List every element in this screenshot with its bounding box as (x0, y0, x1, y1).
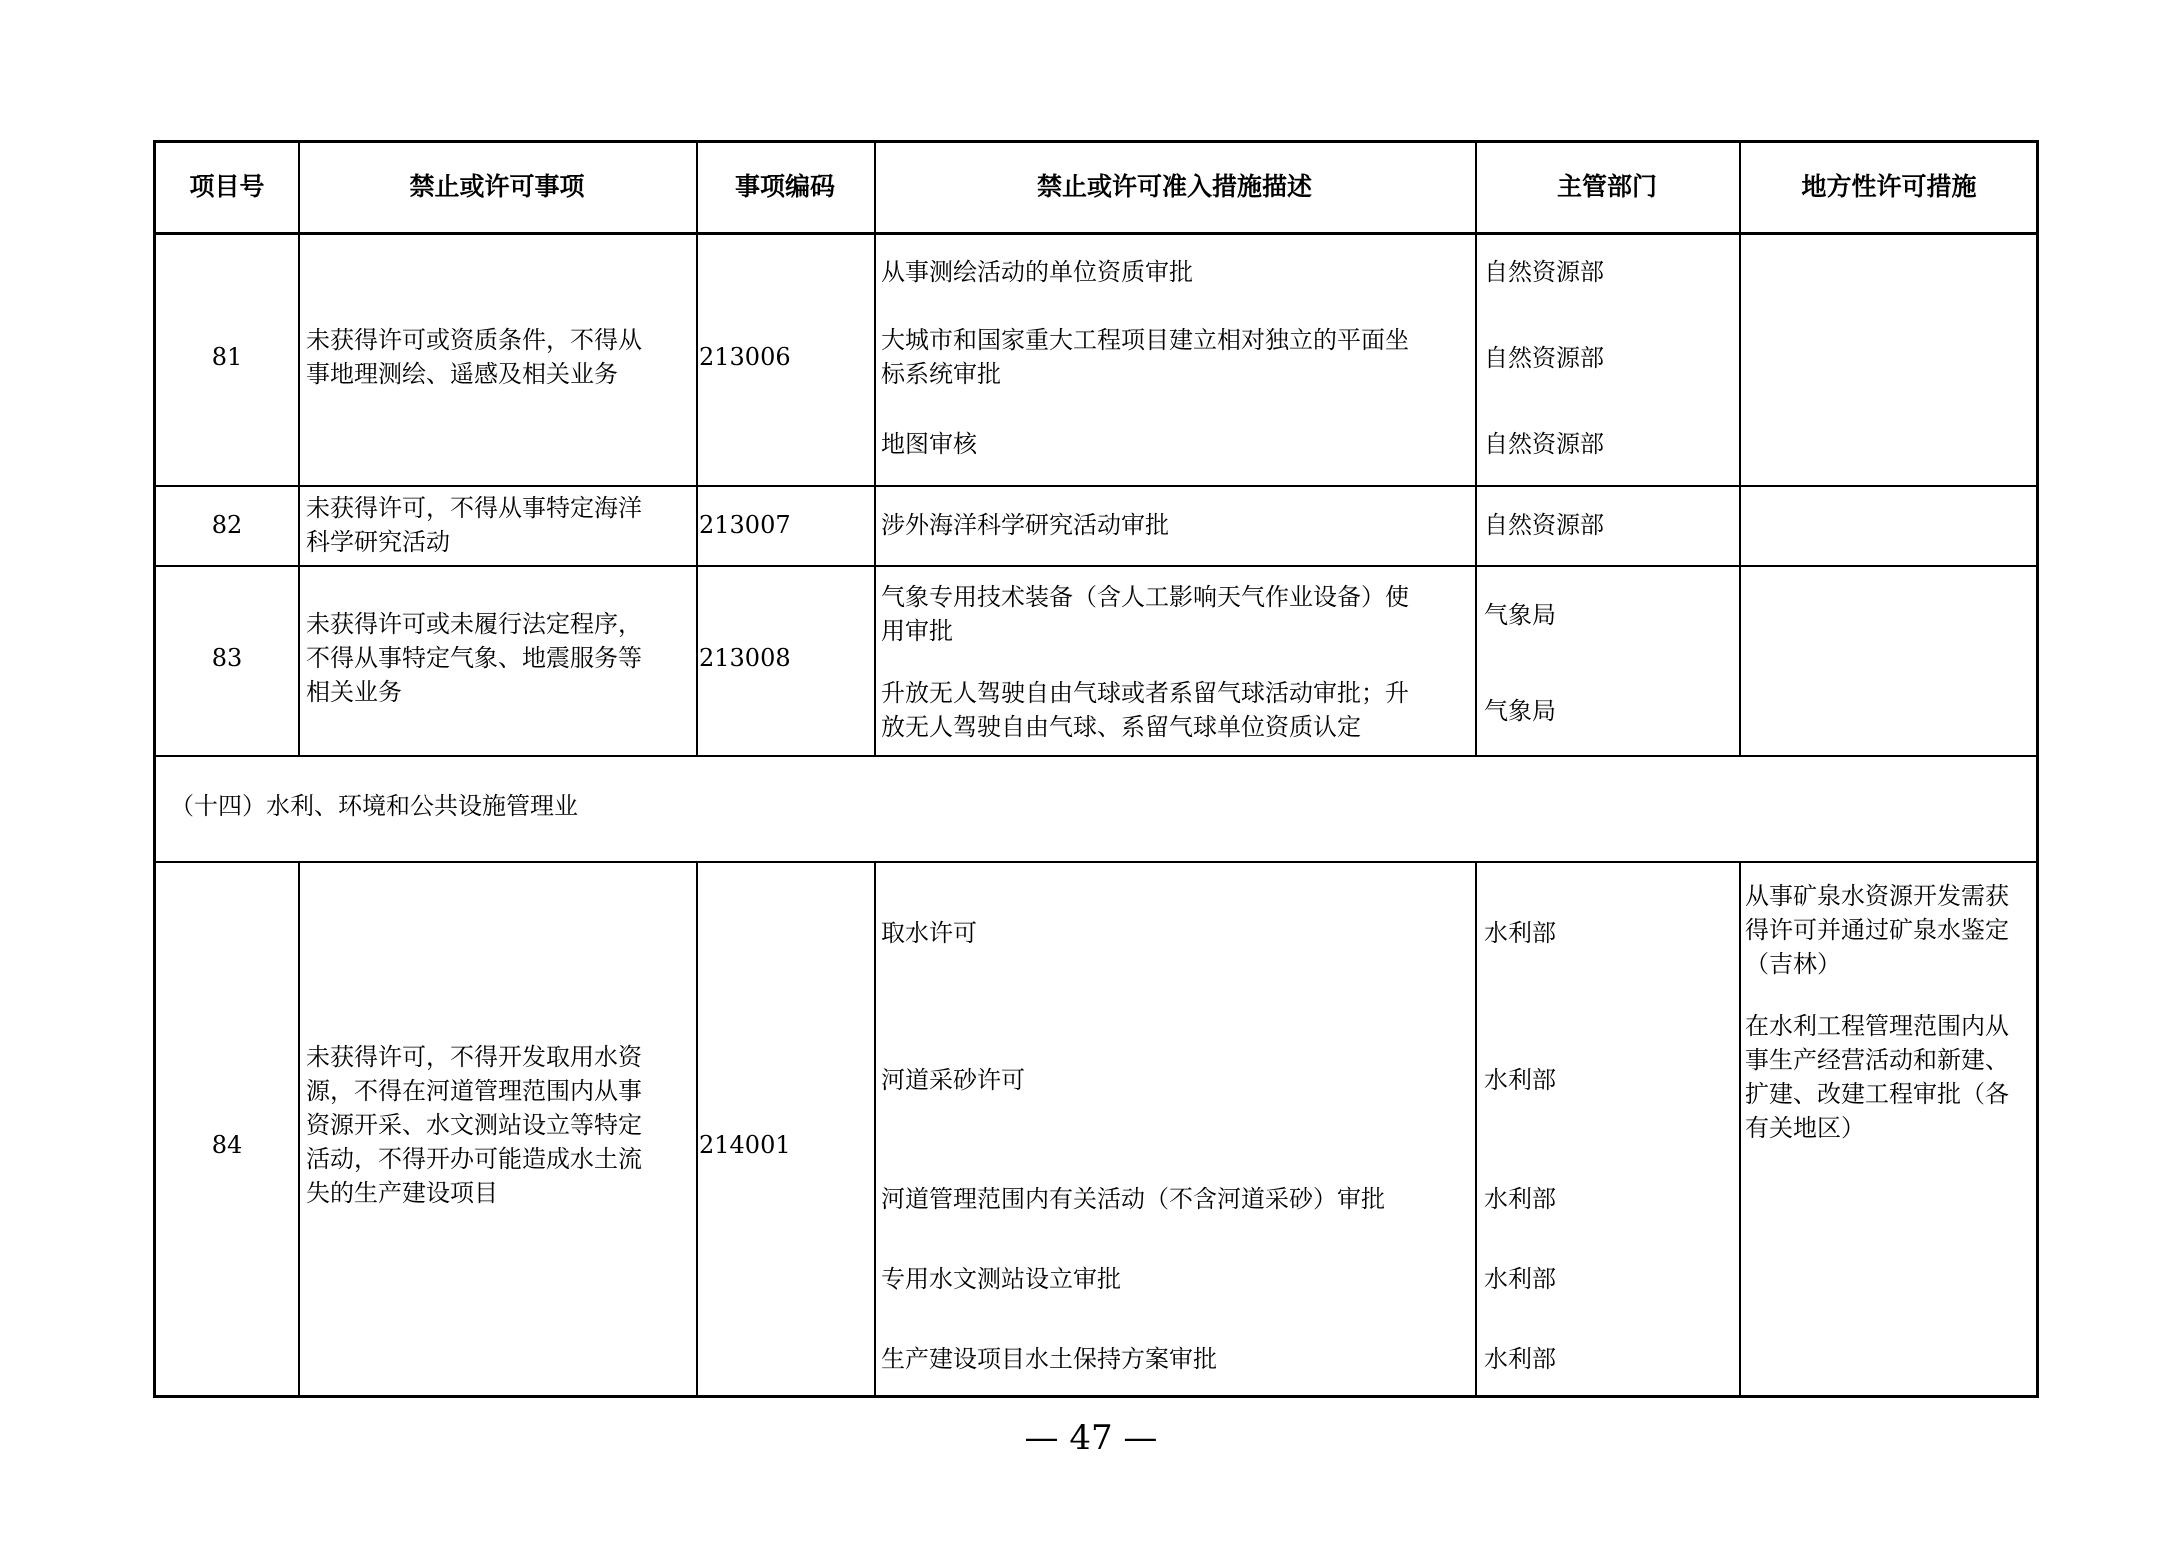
local-measure-line: 有关地区） (1745, 1114, 1865, 1142)
department-cell: 自然资源部 (1484, 258, 1604, 286)
department-cell: 水利部 (1484, 1066, 1556, 1094)
description-line: 放无人驾驶自由气球、系留气球单位资质认定 (881, 713, 1361, 741)
description-cell: 专用水文测站设立审批 (881, 1265, 1121, 1293)
column-divider (1475, 143, 1477, 755)
header-item-no: 项目号 (189, 172, 265, 201)
matter-line: 科学研究活动 (306, 528, 450, 556)
local-measure-line: 得许可并通过矿泉水鉴定 (1745, 916, 2009, 944)
description-cell: 涉外海洋科学研究活动审批 (881, 511, 1169, 539)
column-divider (1739, 861, 1741, 1395)
description-cell (881, 676, 1409, 744)
code-cell: 213006 (699, 343, 791, 371)
section-heading: （十四）水利、环境和公共设施管理业 (170, 792, 578, 820)
description-cell: 从事测绘活动的单位资质审批 (881, 258, 1193, 286)
column-divider (696, 143, 698, 755)
matter-cell (306, 323, 642, 391)
code-cell: 213007 (699, 511, 791, 539)
matter-line: 未获得许可或未履行法定程序， (306, 610, 642, 638)
local-measure-line: 扩建、改建工程审批（各 (1745, 1080, 2009, 1108)
description-cell: 取水许可 (881, 919, 977, 947)
matter-line: 未获得许可或资质条件，不得从 (306, 326, 642, 354)
column-divider (874, 861, 876, 1395)
matter-line: 未获得许可，不得从事特定海洋 (306, 494, 642, 522)
column-divider (874, 143, 876, 755)
matter-line: 事地理测绘、遥感及相关业务 (306, 360, 618, 388)
description-line: 用审批 (881, 617, 953, 645)
header-divider (156, 232, 2036, 235)
department-cell: 水利部 (1484, 1185, 1556, 1213)
column-divider (1475, 861, 1477, 1395)
description-cell: 河道采砂许可 (881, 1066, 1025, 1094)
local-measure-cell (1745, 879, 2009, 981)
description-line: 标系统审批 (881, 360, 1001, 388)
row-divider (156, 861, 2036, 863)
item-no-cell: 84 (211, 1131, 243, 1159)
department-cell: 自然资源部 (1484, 344, 1604, 372)
description-line: 气象专用技术装备（含人工影响天气作业设备）使 (881, 583, 1409, 611)
matter-line: 源，不得在河道管理范围内从事 (306, 1077, 642, 1105)
department-cell: 自然资源部 (1484, 511, 1604, 539)
department-cell: 自然资源部 (1484, 430, 1604, 458)
header-description: 禁止或许可准入措施描述 (1036, 172, 1312, 201)
code-cell: 214001 (699, 1131, 791, 1159)
local-measure-line: 从事矿泉水资源开发需获 (1745, 882, 2009, 910)
header-local-measures: 地方性许可措施 (1801, 172, 1977, 201)
header-department: 主管部门 (1556, 172, 1657, 201)
description-cell: 河道管理范围内有关活动（不含河道采砂）审批 (881, 1185, 1385, 1213)
matter-line: 活动，不得开办可能造成水土流 (306, 1145, 642, 1173)
local-measure-cell (1745, 1009, 2009, 1145)
code-cell: 213008 (699, 644, 791, 672)
department-cell: 气象局 (1484, 601, 1556, 629)
column-divider (298, 143, 300, 755)
row-divider (156, 485, 2036, 487)
department-cell: 水利部 (1484, 1345, 1556, 1373)
item-no-cell: 82 (211, 511, 243, 539)
item-no-cell: 81 (211, 343, 243, 371)
page-number: — 47 — (1024, 1418, 1158, 1458)
matter-line: 失的生产建设项目 (306, 1179, 498, 1207)
local-measure-line: （吉林） (1745, 950, 1841, 978)
description-cell: 生产建设项目水土保持方案审批 (881, 1345, 1217, 1373)
description-line: 升放无人驾驶自由气球或者系留气球活动审批；升 (881, 679, 1409, 707)
description-cell: 地图审核 (881, 430, 977, 458)
department-cell: 气象局 (1484, 697, 1556, 725)
row-divider (156, 755, 2036, 757)
matter-cell (306, 491, 642, 559)
column-divider (1739, 143, 1741, 755)
local-measure-line: 在水利工程管理范围内从 (1745, 1012, 2009, 1040)
item-no-cell: 83 (211, 644, 243, 672)
department-cell: 水利部 (1484, 1265, 1556, 1293)
matter-line: 不得从事特定气象、地震服务等 (306, 644, 642, 672)
matter-line: 资源开采、水文测站设立等特定 (306, 1111, 642, 1139)
row-divider (156, 565, 2036, 567)
description-cell (881, 323, 1409, 391)
description-line: 大城市和国家重大工程项目建立相对独立的平面坐 (881, 326, 1409, 354)
matter-line: 未获得许可，不得开发取用水资 (306, 1043, 642, 1071)
local-measure-line: 事生产经营活动和新建、 (1745, 1046, 2009, 1074)
matter-line: 相关业务 (306, 678, 402, 706)
department-cell: 水利部 (1484, 919, 1556, 947)
header-matter: 禁止或许可事项 (409, 172, 585, 201)
column-divider (696, 861, 698, 1395)
column-divider (298, 861, 300, 1395)
matter-cell (306, 1040, 642, 1210)
header-code: 事项编码 (734, 172, 835, 201)
permit-table (153, 140, 2039, 1398)
description-cell (881, 580, 1409, 648)
matter-cell (306, 607, 642, 709)
